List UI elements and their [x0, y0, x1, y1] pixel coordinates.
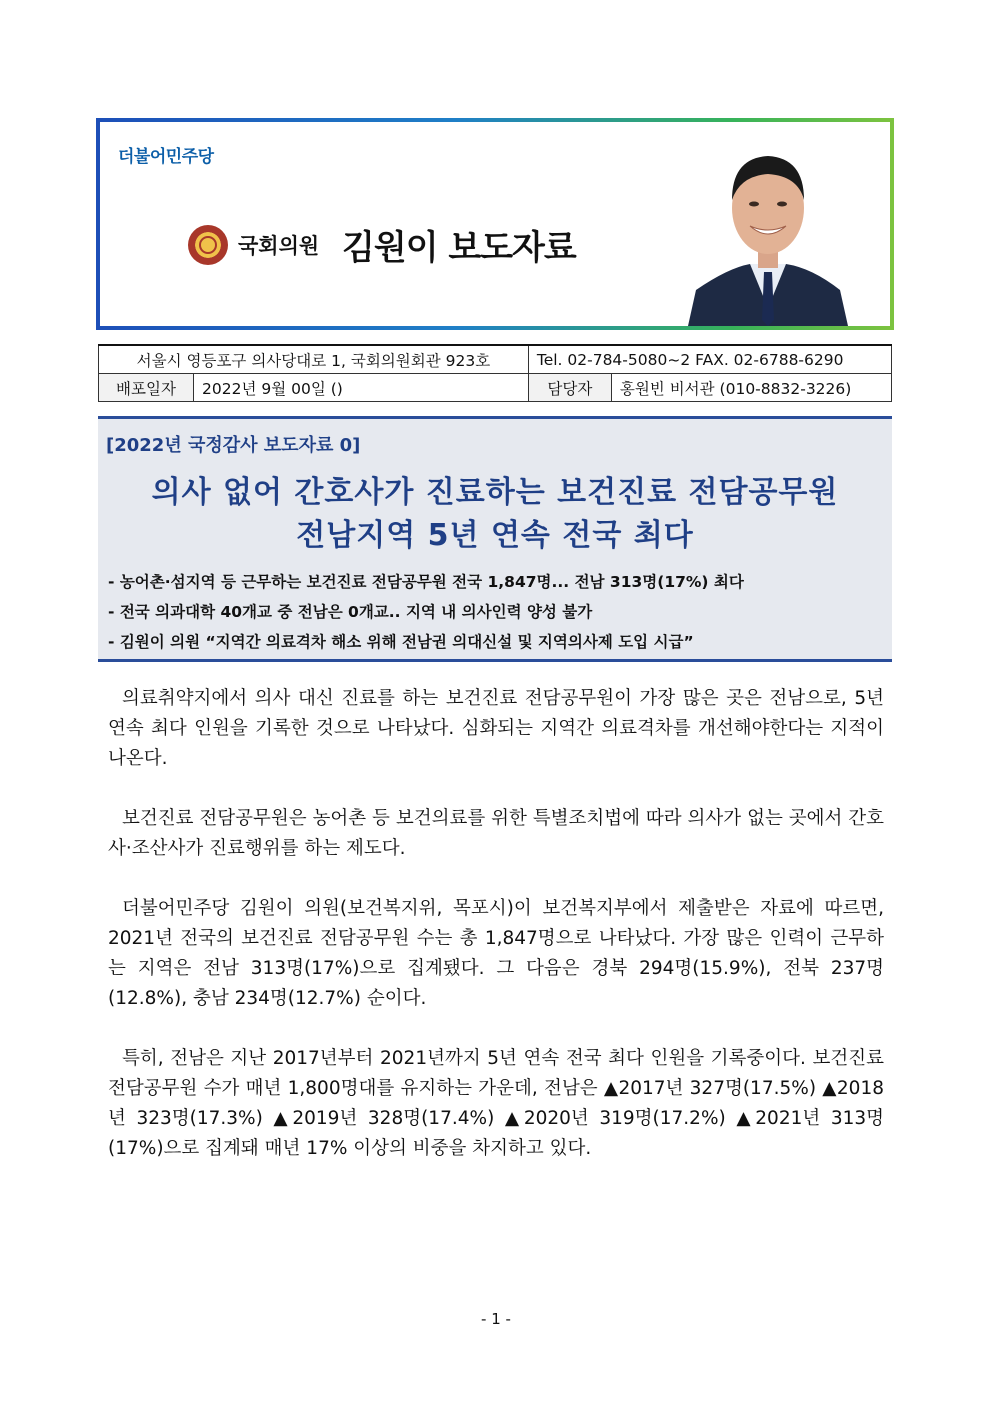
address-cell: 서울시 영등포구 의사당대로 1, 국회의원회관 923호: [99, 345, 529, 374]
headline-line-2: 전남지역 5년 연속 전국 최다: [296, 518, 694, 553]
body-paragraph: 의료취약지에서 의사 대신 진료를 하는 보건진료 전담공무원이 가장 많은 곳은 전남으로, 5년 연속 최다 인원을 기록한 것으로 나타났다. 심화되는 지역간 의료격차를 개선해야한다는 지적이 나온다.: [108, 688, 884, 769]
member-label: 국회의원: [238, 234, 320, 258]
phone-cell: Tel. 02-784-5080~2 FAX. 02-6788-6290: [528, 345, 891, 374]
summary-bullets: [108, 567, 744, 657]
article-body: [108, 684, 884, 1194]
headline-box: [98, 416, 892, 662]
release-date-label: 배포일자: [99, 374, 194, 402]
page-number: - 1 -: [481, 1310, 511, 1328]
summary-bullet: - 농어촌·섬지역 등 근무하는 보건진료 전담공무원 전국 1,847명... 전남 313명(17%) 최다: [108, 573, 744, 591]
press-banner: [96, 118, 894, 330]
contact-label: 담당자: [528, 374, 611, 402]
contact-info-table: [98, 344, 892, 402]
headline-line-1: 의사 없어 간호사가 진료하는 보건진료 전담공무원: [151, 475, 839, 510]
release-tag: [2022년 국정감사 보도자료 0]: [106, 435, 361, 456]
body-paragraph: 보건진료 전담공무원은 농어촌 등 보건의료를 위한 특별조치법에 따라 의사가 없는 곳에서 간호사·조산사가 진료행위를 하는 제도다.: [108, 808, 884, 859]
party-logo: 더불어민주당: [118, 147, 214, 167]
national-assembly-emblem-icon: [188, 225, 228, 265]
summary-bullet: - 전국 의과대학 40개교 중 전남은 0개교.. 지역 내 의사인력 양성 불가: [108, 603, 593, 621]
summary-bullet: - 김원이 의원 “지역간 의료격차 해소 위해 전남권 의대신설 및 지역의사제 도입 시급”: [108, 633, 694, 651]
contact-value: 홍원빈 비서관 (010-8832-3226): [611, 374, 891, 402]
portrait-photo: [688, 130, 848, 326]
body-paragraph: 더불어민주당 김원이 의원(보건복지위, 목포시)이 보건복지부에서 제출받은 자료에 따르면, 2021년 전국의 보건진료 전담공무원 수는 총 1,847명으로 나타났다. 가장 많은 인력이 근무하는 지역은 전남 313명(17%)으로 집계됐다. 그 다음은 경북 294명(15.9%), 전북 237명(12.8%), 충남 234명(12.7%) 순이다.: [108, 898, 884, 1009]
release-date-value: 2022년 9월 00일 (): [194, 374, 529, 402]
body-paragraph: 특히, 전남은 지난 2017년부터 2021년까지 5년 연속 전국 최다 인원을 기록중이다. 보건진료 전담공무원 수가 매년 1,800명대를 유지하는 가운데, 전남은 ▲2017년 327명(17.5%) ▲2018년 323명(17.3%) ▲2019년 328명(17.4%) ▲2020년 319명(17.2%) ▲2021년 313명(17%)으로 집계돼 매년 17% 이상의 비중을 차지하고 있다.: [108, 1048, 884, 1159]
banner-title: 김원이 보도자료: [342, 228, 576, 268]
